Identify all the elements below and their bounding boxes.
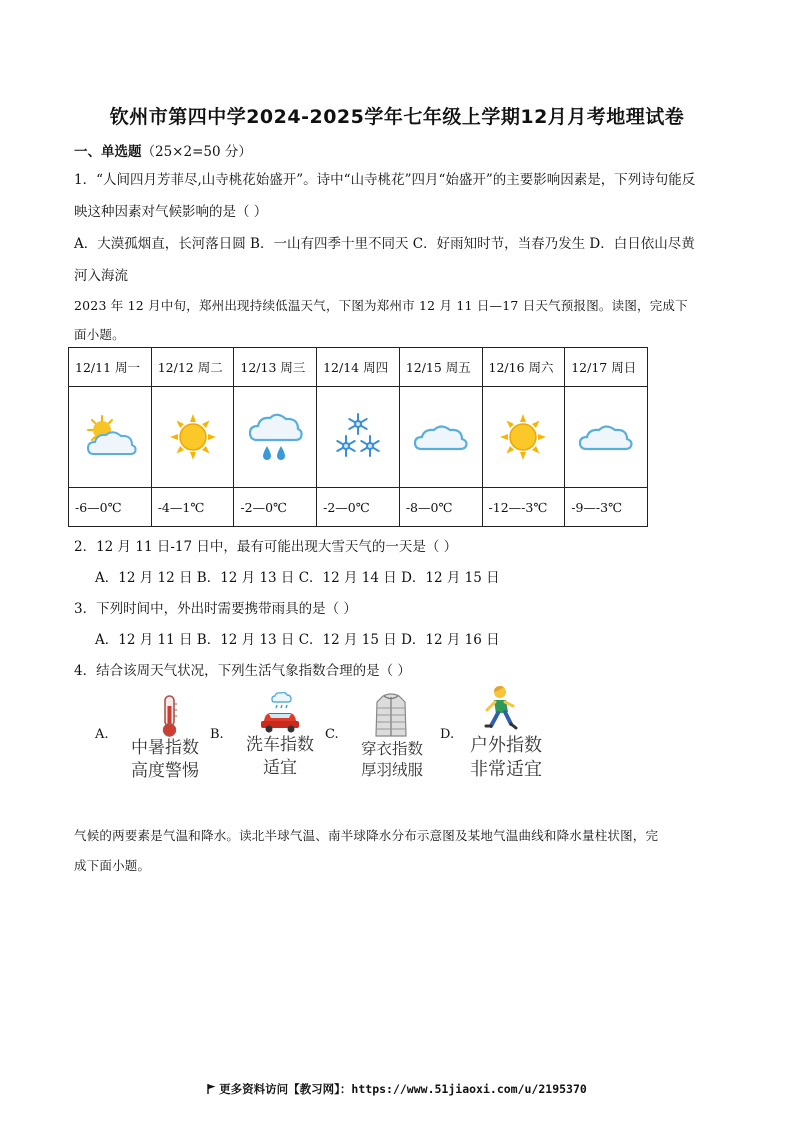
- partly-cloudy-icon: [80, 412, 140, 462]
- q4-option-c-line2: 厚羽绒服: [360, 761, 423, 779]
- rain-icon: [245, 408, 305, 466]
- passage2-line2: 成下面小题。: [74, 858, 151, 873]
- snow-icon: [332, 411, 384, 463]
- weather-temp-row: [69, 488, 648, 527]
- weather-date-cell: 12/16 周六: [482, 348, 565, 387]
- weather-temp-cell: -2—0℃: [317, 488, 400, 527]
- cloudy-icon: [575, 417, 637, 457]
- passage1-line2: 面小题。: [74, 327, 125, 342]
- weather-temp-cell: -4—1℃: [151, 488, 234, 527]
- q4-option-d-line2: 非常适宜: [470, 759, 542, 780]
- q1-stem-line1: 1．“人间四月芳菲尽,山寺桃花始盛开”。诗中“山寺桃花”四月“始盛开”的主要影响因素是，下列诗句能反: [74, 172, 696, 188]
- q2-options: A．12 月 12 日 B．12 月 13 日 C．12 月 14 日 D．12 月 15 日: [95, 570, 500, 586]
- q3-stem: 3．下列时间中，外出时需要携带雨具的是（ ）: [74, 601, 357, 617]
- q4-option-b-line1: 洗车指数: [246, 735, 314, 755]
- q4-option-d-text: [458, 734, 554, 782]
- sunny-icon: [168, 412, 218, 462]
- passage1-line1: 2023 年 12 月中旬，郑州出现持续低温天气，下图为郑州市 12 月 11 日—17 日天气预报图。读图，完成下: [74, 298, 688, 313]
- section-score: （25×2=50 分）: [141, 144, 252, 160]
- weather-icon-row: [69, 387, 648, 488]
- car-wash-icon: [257, 692, 303, 734]
- weather-date-cell: 12/12 周二: [151, 348, 234, 387]
- q4-option-d-letter: D.: [440, 727, 455, 742]
- q4-option-c-letter: C.: [325, 727, 339, 742]
- q4-option-a-line2: 高度警惕: [131, 761, 199, 781]
- weather-temp-cell: -12—-3℃: [482, 488, 565, 527]
- q1-options-cont: 河入海流: [74, 268, 128, 284]
- running-person-icon: [482, 684, 518, 734]
- q4-option-b-line2: 适宜: [263, 758, 297, 778]
- weather-date-row: [69, 348, 648, 387]
- q4-option-b-letter: B.: [210, 727, 224, 742]
- weather-date-cell: 12/15 周五: [399, 348, 482, 387]
- weather-date-cell: 12/13 周三: [234, 348, 317, 387]
- thermometer-icon: [155, 694, 183, 738]
- q3-options: A．12 月 11 日 B．12 月 13 日 C．12 月 15 日 D．12 月 16 日: [95, 632, 500, 648]
- q4-option-a-line1: 中暑指数: [131, 738, 199, 758]
- weather-date-cell: 12/11 周一: [69, 348, 152, 387]
- q4-option-b-text: [236, 734, 324, 780]
- weather-temp-cell: -8—0℃: [399, 488, 482, 527]
- q4-stem: 4．结合该周天气状况，下列生活气象指数合理的是（ ）: [74, 663, 411, 679]
- cloudy-icon: [410, 417, 472, 457]
- weather-forecast-table: [68, 347, 648, 527]
- weather-temp-cell: -6—0℃: [69, 488, 152, 527]
- weather-date-cell: 12/17 周日: [565, 348, 648, 387]
- weather-temp-cell: -2—0℃: [234, 488, 317, 527]
- q1-stem-line2: 映这种因素对气候影响的是（ ）: [74, 204, 268, 220]
- section-label: 一、单选题: [74, 144, 142, 160]
- q4-option-c-text: [352, 739, 432, 781]
- page-title: 钦州市第四中学2024-2025学年七年级上学期12月月考地理试卷: [109, 106, 685, 128]
- q4-option-c-line1: 穿衣指数: [360, 740, 423, 758]
- passage2-line1: 气候的两要素是气温和降水。读北半球气温、南半球降水分布示意图及某地气温曲线和降水量柱状图，完: [74, 828, 659, 843]
- weather-date-cell: 12/14 周四: [317, 348, 400, 387]
- flag-icon: [207, 1084, 216, 1094]
- footer-text: 更多资料访问【教习网】：https://www.51jiaoxi.com/u/2195370: [219, 1082, 587, 1096]
- footer-link[interactable]: [0, 1081, 794, 1097]
- section-heading: [74, 140, 252, 160]
- q1-options: A．大漠孤烟直，长河落日圆 B．一山有四季十里不同天 C．好雨知时节，当春乃发生 D．白日依山尽黄: [74, 236, 695, 252]
- q2-stem: 2．12 月 11 日-17 日中，最有可能出现大雪天气的一天是（ ）: [74, 539, 458, 555]
- sunny-icon: [498, 412, 548, 462]
- q4-option-a-letter: A.: [95, 727, 109, 742]
- weather-temp-cell: -9—-3℃: [565, 488, 648, 527]
- down-jacket-icon: [374, 692, 408, 738]
- q4-option-a-text: [125, 737, 205, 783]
- q4-option-d-line1: 户外指数: [470, 735, 542, 756]
